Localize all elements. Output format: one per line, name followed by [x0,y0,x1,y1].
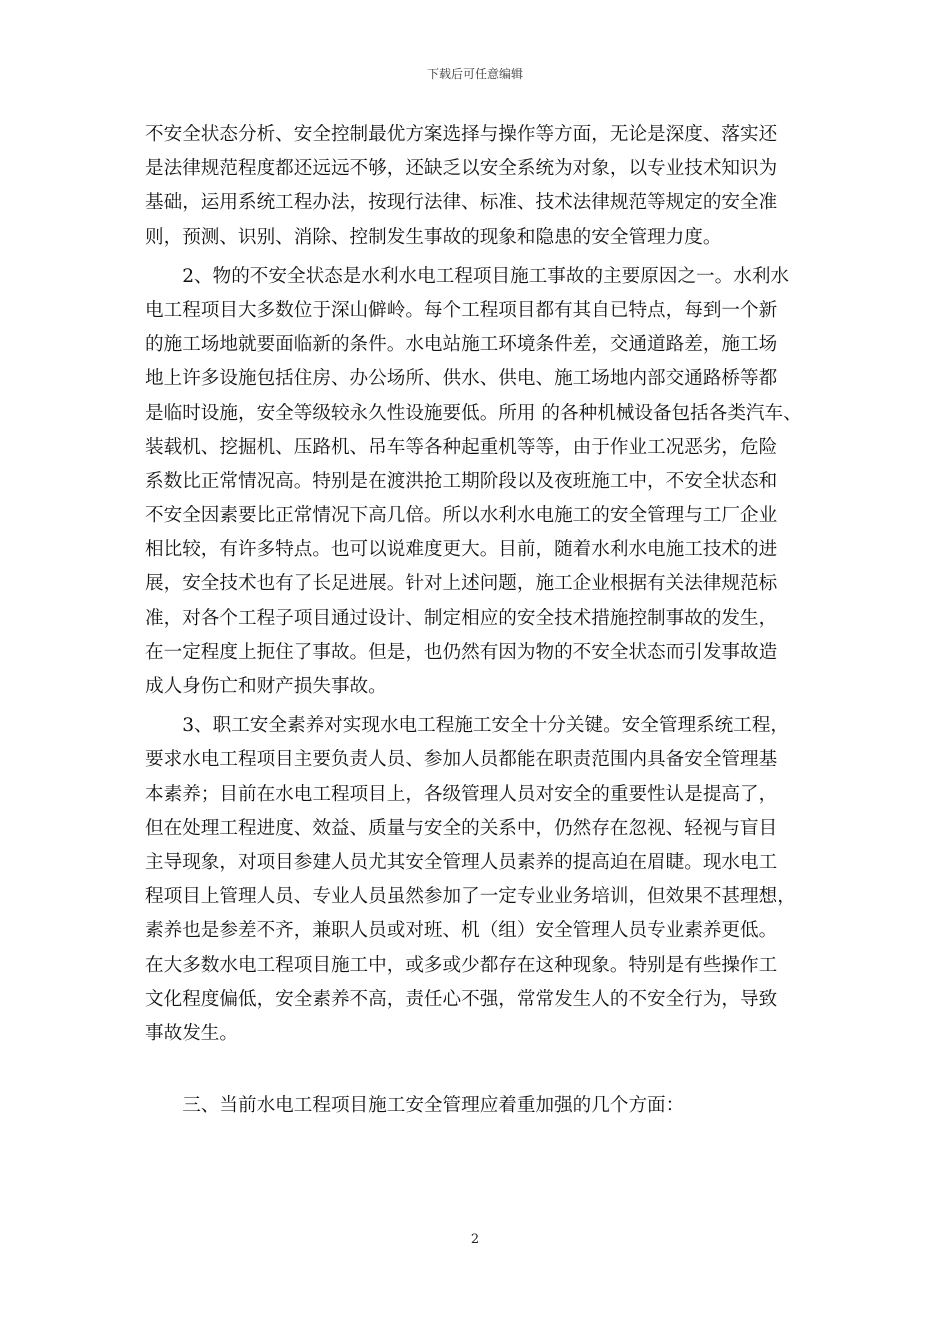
text-line: 成人身伤亡和财产损失事故。 [145,676,387,697]
text-line: 地上许多设施包括住房、办公场所、供水、供电、施工场地内部交通路桥等都 [145,368,778,390]
section-heading: 三、当前水电工程项目施工安全管理应着重加强的几个方面： [145,1095,685,1117]
section-gap [145,1051,809,1089]
text-line: 则，预测、识别、消除、控制发生事故的现象和隐患的安全管理力度。 [145,226,722,248]
text-line: 要求水电工程项目主要负责人员、参加人员都能在职责范围内具备安全管理基 [145,749,778,771]
paragraph-1 [145,118,809,255]
text-line: 3、职工安全素养对实现水电工程施工安全十分关键。安全管理系统工程， [145,715,790,737]
text-line: 本素养；目前在水电工程项目上，各级管理人员对安全的重要性认是提高了， [145,783,778,805]
text-line: 2、物的不安全状态是水利水电工程项目施工事故的主要原因之一。水利水 [145,265,790,287]
text-line: 主导现象，对项目参建人员尤其安全管理人员素养的提高迫在眉睫。现水电工 [145,851,778,873]
paragraph-2 [145,260,809,704]
body-text [145,118,809,1123]
text-line: 基础，运用系统工程办法，按现行法律、标准、技术法律规范等规定的安全准 [145,192,778,214]
text-line: 准，对各个工程子项目通过设计、制定相应的安全技术措施控制事故的发生， [145,607,778,629]
text-line: 系数比正常情况高。特别是在渡洪抢工期阶段以及夜班施工中，不安全状态和 [145,470,778,492]
text-line: 不安全因素要比正常情况下高几倍。所以水利水电施工的安全管理与工厂企业 [145,505,778,527]
text-line: 在大多数水电工程项目施工中，或多或少都存在这种现象。特别是有些操作工 [145,954,778,976]
text-line: 程项目上管理人员、专业人员虽然参加了一定专业业务培训，但效果不甚理想， [145,886,796,908]
text-line: 电工程项目大多数位于深山僻岭。每个工程项目都有其自已特点，每到一个新 [145,299,778,321]
page-header: 下载后可任意编辑 [426,67,523,81]
text-line: 不安全状态分析、安全控制最优方案选择与操作等方面，无论是深度、落实还 [145,124,778,145]
text-line: 装载机、挖掘机、压路机、吊车等各种起重机等等，由于作业工况恶劣，危险 [145,436,778,458]
text-line: 在一定程度上扼住了事故。但是，也仍然有因为物的不安全状态而引发事故造 [145,641,778,663]
text-line: 展，安全技术也有了长足进展。针对上述问题，施工企业根据有关法律规范标 [145,573,778,595]
text-line: 相比较，有许多特点。也可以说难度更大。目前，随着水利水电施工技术的进 [145,539,778,561]
text-line: 事故发生。 [145,1022,238,1044]
text-line: 是法律规范程度都还远远不够，还缺乏以安全系统为对象，以专业技术知识为 [145,158,778,180]
text-line: 但在处理工程进度、效益、质量与安全的关系中，仍然存在忽视、轻视与盲目 [145,817,778,839]
text-line: 文化程度偏低，安全素养不高，责任心不强，常常发生人的不安全行为，导致 [145,988,778,1010]
paragraph-3 [145,709,809,1051]
text-line: 是临时设施，安全等级较永久性设施要低。所用 的各种机械设备包括各类汽车、 [145,402,802,424]
text-line: 的施工场地就要面临新的条件。水电站施工环境条件差，交通道路差，施工场 [145,334,778,356]
text-line: 素养也是参差不齐，兼职人员或对班、机（组）安全管理人员专业素养更低。 [145,920,778,942]
page-number: 2 [470,1232,480,1247]
